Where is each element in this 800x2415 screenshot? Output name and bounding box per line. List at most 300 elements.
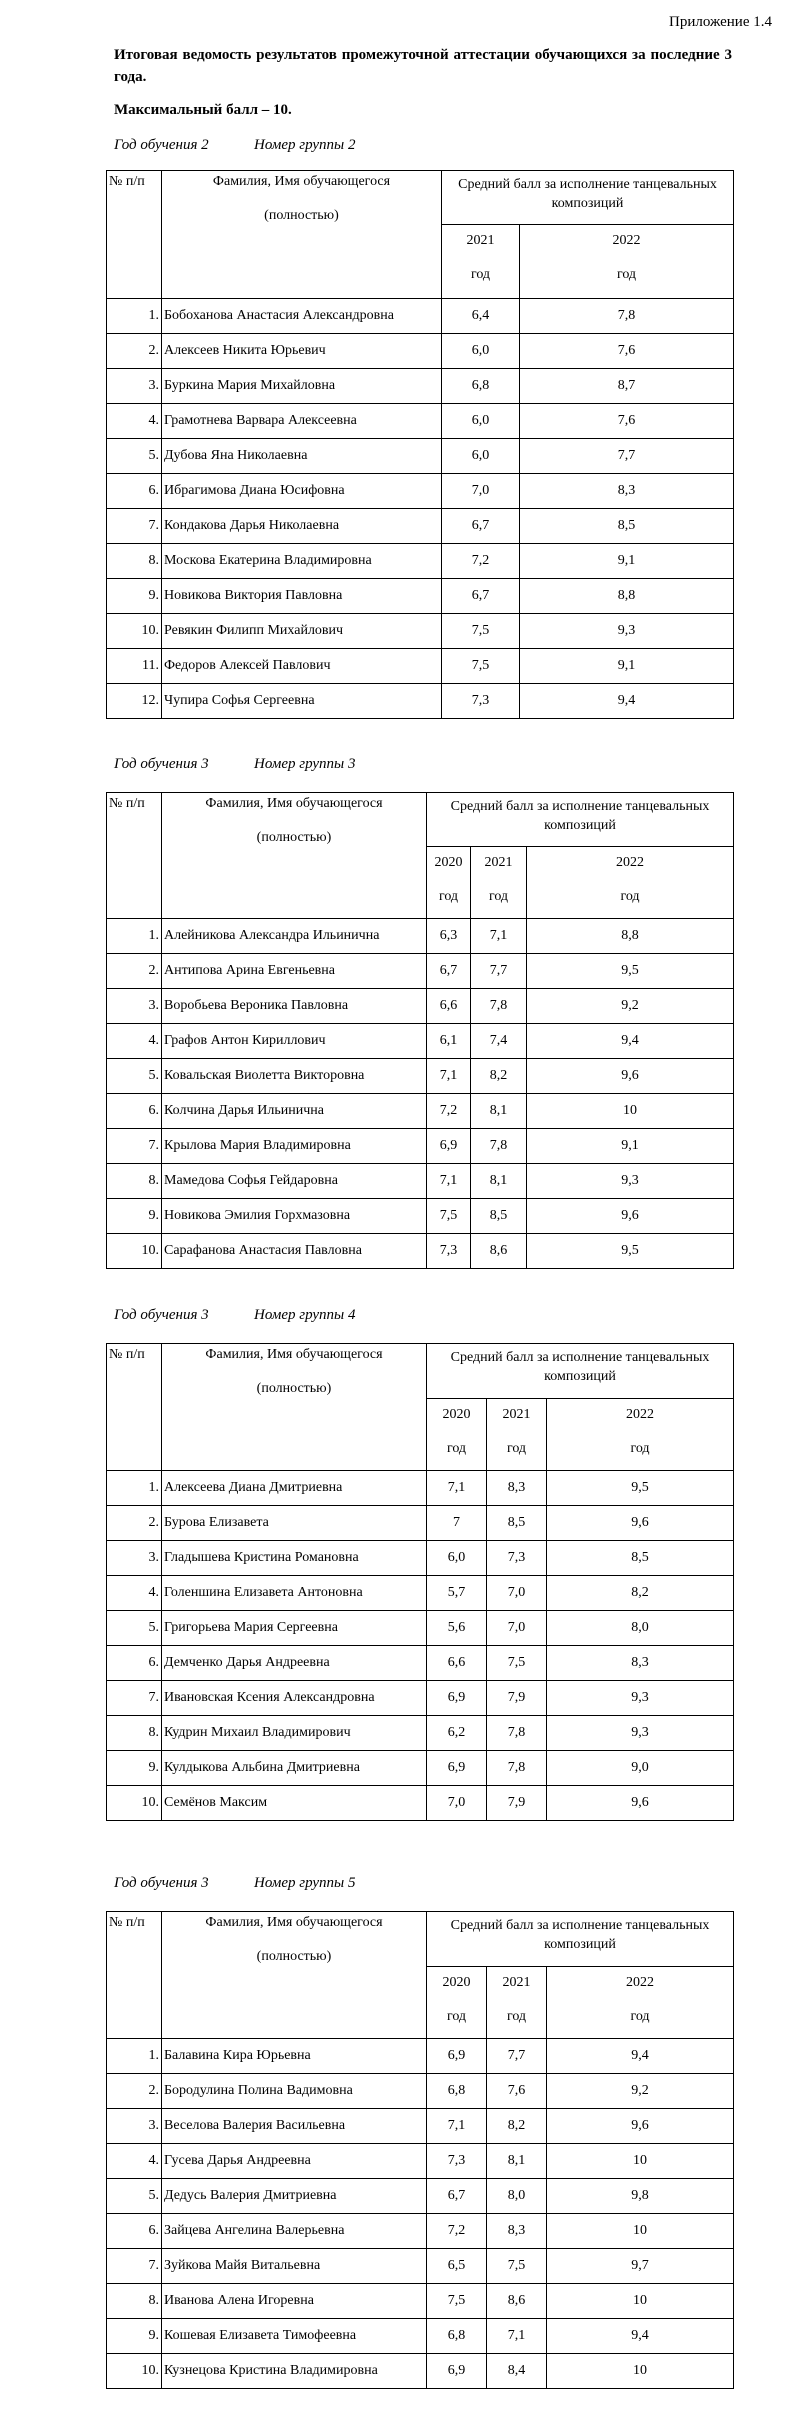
student-name: Дубова Яна Николаевна — [162, 439, 442, 474]
score-cell: 6,7 — [427, 2179, 487, 2214]
row-number: 2. — [107, 2074, 162, 2109]
year-unit: год — [630, 2009, 650, 2024]
header-year — [527, 847, 734, 919]
score-cell: 6,9 — [427, 2039, 487, 2074]
row-number: 2. — [107, 954, 162, 989]
header-name-note: (полностью) — [264, 208, 339, 223]
row-number: 8. — [107, 1164, 162, 1199]
row-number: 7. — [107, 2249, 162, 2284]
header-year — [520, 225, 734, 299]
score-cell: 6,7 — [442, 579, 520, 614]
score-cell: 7,1 — [427, 1164, 471, 1199]
score-cell: 9,6 — [527, 1199, 734, 1234]
student-name: Дедусь Валерия Дмитриевна — [162, 2179, 427, 2214]
score-cell: 8,1 — [487, 2144, 547, 2179]
score-cell: 7,5 — [487, 2249, 547, 2284]
student-name: Алейникова Александра Ильинична — [162, 919, 427, 954]
score-cell: 7,1 — [427, 1059, 471, 1094]
table-row — [107, 649, 734, 684]
score-cell: 7,5 — [427, 2284, 487, 2319]
score-cell: 7,5 — [442, 614, 520, 649]
header-name-line: Фамилия, Имя обучающегося — [205, 796, 383, 811]
score-cell: 10 — [547, 2144, 734, 2179]
row-number: 9. — [107, 1199, 162, 1234]
score-cell: 7,0 — [487, 1611, 547, 1646]
score-cell: 9,4 — [547, 2039, 734, 2074]
header-average-score: Средний балл за исполнение танцевальных композиций — [442, 171, 734, 225]
year-unit: год — [506, 1441, 527, 1456]
table-row — [107, 579, 734, 614]
score-cell: 9,3 — [527, 1164, 734, 1199]
score-cell: 8,5 — [520, 509, 734, 544]
score-cell: 8,6 — [471, 1234, 527, 1269]
group-heading — [114, 756, 356, 773]
table-row — [107, 954, 734, 989]
student-name: Иванова Алена Игоревна — [162, 2284, 427, 2319]
year-value: 2022 — [612, 233, 641, 248]
score-cell: 7,1 — [427, 2109, 487, 2144]
row-number: 9. — [107, 2319, 162, 2354]
row-number: 6. — [107, 474, 162, 509]
score-cell: 9,6 — [547, 2109, 734, 2144]
table-row — [107, 1094, 734, 1129]
row-number: 7. — [107, 509, 162, 544]
score-cell: 7,3 — [427, 1234, 471, 1269]
score-cell: 7,3 — [487, 1541, 547, 1576]
group-heading — [114, 1875, 356, 1892]
score-cell: 8,0 — [547, 1611, 734, 1646]
table-row — [107, 1541, 734, 1576]
score-cell: 9,1 — [527, 1129, 734, 1164]
header-average-score: Средний балл за исполнение танцевальных композиций — [427, 793, 734, 847]
score-cell: 8,2 — [547, 1576, 734, 1611]
student-name: Сарафанова Анастасия Павловна — [162, 1234, 427, 1269]
header-year — [442, 225, 520, 299]
year-value: 2022 — [626, 1407, 654, 1422]
header-name-line: Фамилия, Имя обучающегося — [205, 1915, 383, 1930]
header-year — [427, 1399, 487, 1471]
student-name: Бородулина Полина Вадимовна — [162, 2074, 427, 2109]
table-row — [107, 1129, 734, 1164]
header-average-score: Средний балл за исполнение танцевальных композиций — [427, 1344, 734, 1399]
header-year — [471, 847, 527, 919]
student-name: Ковальская Виолетта Викторовна — [162, 1059, 427, 1094]
student-name: Зуйкова Майя Витальевна — [162, 2249, 427, 2284]
table-row — [107, 2354, 734, 2389]
table-row — [107, 299, 734, 334]
score-cell: 8,7 — [520, 369, 734, 404]
header-name-line: Фамилия, Имя обучающегося — [212, 174, 391, 189]
score-cell: 7,5 — [487, 1646, 547, 1681]
score-cell: 10 — [547, 2284, 734, 2319]
table-row — [107, 2144, 734, 2179]
header-number: № п/п — [107, 1344, 162, 1471]
score-cell: 7,4 — [471, 1024, 527, 1059]
score-cell: 8,0 — [487, 2179, 547, 2214]
table-row — [107, 439, 734, 474]
row-number: 5. — [107, 2179, 162, 2214]
year-unit: год — [446, 2009, 467, 2024]
score-cell: 9,3 — [520, 614, 734, 649]
student-name: Кудрин Михаил Владимирович — [162, 1716, 427, 1751]
table-row — [107, 1681, 734, 1716]
score-cell: 7,2 — [427, 2214, 487, 2249]
score-cell: 8,5 — [547, 1541, 734, 1576]
table-row — [107, 2214, 734, 2249]
table-row — [107, 369, 734, 404]
row-number: 10. — [107, 614, 162, 649]
row-number: 4. — [107, 404, 162, 439]
year-value: 2021 — [502, 1407, 531, 1422]
score-cell: 6,9 — [427, 1751, 487, 1786]
year-value: 2022 — [616, 855, 644, 870]
score-cell: 8,3 — [520, 474, 734, 509]
score-cell: 8,8 — [527, 919, 734, 954]
score-cell: 8,5 — [487, 1506, 547, 1541]
score-cell: 7,1 — [427, 1471, 487, 1506]
study-year-label: Год обучения 2 — [114, 137, 209, 153]
score-cell: 8,3 — [487, 1471, 547, 1506]
table-row — [107, 334, 734, 369]
score-cell: 9,0 — [547, 1751, 734, 1786]
row-number: 7. — [107, 1129, 162, 1164]
row-number: 7. — [107, 1681, 162, 1716]
score-cell: 10 — [527, 1094, 734, 1129]
student-name: Грамотнева Варвара Алексеевна — [162, 404, 442, 439]
score-cell: 7,8 — [487, 1716, 547, 1751]
table-row — [107, 614, 734, 649]
student-name: Голеншина Елизавета Антоновна — [162, 1576, 427, 1611]
score-cell: 7,7 — [520, 439, 734, 474]
score-cell: 6,0 — [442, 439, 520, 474]
row-number: 3. — [107, 2109, 162, 2144]
score-cell: 6,2 — [427, 1716, 487, 1751]
grades-table — [106, 792, 734, 1269]
header-name-line: Фамилия, Имя обучающегося — [205, 1347, 383, 1362]
row-number: 5. — [107, 439, 162, 474]
score-cell: 7,9 — [487, 1786, 547, 1821]
header-year — [427, 1967, 487, 2039]
student-name: Кондакова Дарья Николаевна — [162, 509, 442, 544]
score-cell: 7,2 — [427, 1094, 471, 1129]
score-cell: 9,2 — [547, 2074, 734, 2109]
row-number: 1. — [107, 2039, 162, 2074]
study-year-label: Год обучения 3 — [114, 1875, 209, 1891]
table-row — [107, 404, 734, 439]
row-number: 6. — [107, 2214, 162, 2249]
table-row — [107, 989, 734, 1024]
score-cell: 8,2 — [487, 2109, 547, 2144]
group-number-label: Номер группы 2 — [254, 137, 356, 153]
student-name: Гладышева Кристина Романовна — [162, 1541, 427, 1576]
score-cell: 6,6 — [427, 989, 471, 1024]
table-row — [107, 2284, 734, 2319]
score-cell: 6,7 — [442, 509, 520, 544]
student-name: Федоров Алексей Павлович — [162, 649, 442, 684]
year-unit: год — [438, 889, 459, 904]
score-cell: 8,4 — [487, 2354, 547, 2389]
table-row — [107, 1471, 734, 1506]
score-cell: 7,5 — [427, 1199, 471, 1234]
year-unit: год — [446, 1441, 467, 1456]
table-row — [107, 1199, 734, 1234]
score-cell: 9,6 — [547, 1786, 734, 1821]
score-cell: 8,2 — [471, 1059, 527, 1094]
table-row — [107, 2319, 734, 2354]
student-name: Демченко Дарья Андреевна — [162, 1646, 427, 1681]
score-cell: 6,8 — [427, 2074, 487, 2109]
score-cell: 7,5 — [442, 649, 520, 684]
student-name: Алексеев Никита Юрьевич — [162, 334, 442, 369]
study-year-label: Год обучения 3 — [114, 756, 209, 772]
header-number: № п/п — [107, 171, 162, 299]
score-cell: 7 — [427, 1506, 487, 1541]
row-number: 1. — [107, 299, 162, 334]
row-number: 2. — [107, 334, 162, 369]
score-cell: 7,7 — [487, 2039, 547, 2074]
score-cell: 6,6 — [427, 1646, 487, 1681]
header-student-name — [162, 793, 427, 919]
score-cell: 6,8 — [442, 369, 520, 404]
year-value: 2020 — [442, 1975, 471, 1990]
header-year — [487, 1399, 547, 1471]
score-cell: 8,6 — [487, 2284, 547, 2319]
table-row — [107, 1786, 734, 1821]
row-number: 3. — [107, 989, 162, 1024]
score-cell: 7,8 — [471, 1129, 527, 1164]
score-cell: 9,7 — [547, 2249, 734, 2284]
score-cell: 7,3 — [442, 684, 520, 719]
score-cell: 9,2 — [527, 989, 734, 1024]
table-row — [107, 1716, 734, 1751]
score-cell: 6,7 — [427, 954, 471, 989]
row-number: 11. — [107, 649, 162, 684]
score-cell: 8,3 — [487, 2214, 547, 2249]
year-unit: год — [470, 267, 491, 282]
score-cell: 5,6 — [427, 1611, 487, 1646]
group-number-label: Номер группы 3 — [254, 756, 356, 772]
student-name: Графов Антон Кириллович — [162, 1024, 427, 1059]
row-number: 6. — [107, 1646, 162, 1681]
row-number: 4. — [107, 1024, 162, 1059]
student-name: Кошевая Елизавета Тимофеевна — [162, 2319, 427, 2354]
row-number: 10. — [107, 1786, 162, 1821]
row-number: 10. — [107, 1234, 162, 1269]
student-name: Крылова Мария Владимировна — [162, 1129, 427, 1164]
score-cell: 7,3 — [427, 2144, 487, 2179]
header-year — [547, 1967, 734, 2039]
row-number: 1. — [107, 919, 162, 954]
student-name: Балавина Кира Юрьевна — [162, 2039, 427, 2074]
student-name: Гусева Дарья Андреевна — [162, 2144, 427, 2179]
group-number-label: Номер группы 4 — [254, 1307, 356, 1323]
student-name: Ревякин Филипп Михайлович — [162, 614, 442, 649]
table-row — [107, 1751, 734, 1786]
group-heading — [114, 1307, 356, 1324]
row-number: 6. — [107, 1094, 162, 1129]
row-number: 2. — [107, 1506, 162, 1541]
table-row — [107, 474, 734, 509]
score-cell: 9,1 — [520, 649, 734, 684]
student-name: Ибрагимова Диана Юсифовна — [162, 474, 442, 509]
score-cell: 8,1 — [471, 1164, 527, 1199]
table-row — [107, 1506, 734, 1541]
year-unit: год — [488, 889, 509, 904]
score-cell: 9,5 — [547, 1471, 734, 1506]
table-row — [107, 1024, 734, 1059]
score-cell: 6,8 — [427, 2319, 487, 2354]
year-value: 2021 — [502, 1975, 531, 1990]
score-cell: 6,5 — [427, 2249, 487, 2284]
score-cell: 6,9 — [427, 2354, 487, 2389]
student-name: Новикова Виктория Павловна — [162, 579, 442, 614]
student-name: Алексеева Диана Дмитриевна — [162, 1471, 427, 1506]
table-row — [107, 2074, 734, 2109]
row-number: 1. — [107, 1471, 162, 1506]
table-row — [107, 509, 734, 544]
row-number: 4. — [107, 1576, 162, 1611]
student-name: Зайцева Ангелина Валерьевна — [162, 2214, 427, 2249]
table-row — [107, 2249, 734, 2284]
score-cell: 9,6 — [527, 1059, 734, 1094]
year-unit: год — [630, 1441, 650, 1456]
student-name: Кулдыкова Альбина Дмитриевна — [162, 1751, 427, 1786]
row-number: 9. — [107, 579, 162, 614]
row-number: 4. — [107, 2144, 162, 2179]
header-number: № п/п — [107, 1912, 162, 2039]
score-cell: 7,6 — [487, 2074, 547, 2109]
year-value: 2020 — [442, 1407, 471, 1422]
score-cell: 9,3 — [547, 1716, 734, 1751]
table-row — [107, 919, 734, 954]
score-cell: 9,3 — [547, 1681, 734, 1716]
grades-table — [106, 1911, 734, 2389]
score-cell: 9,4 — [547, 2319, 734, 2354]
table-row — [107, 1646, 734, 1681]
score-cell: 8,5 — [471, 1199, 527, 1234]
score-cell: 7,7 — [471, 954, 527, 989]
year-value: 2022 — [626, 1975, 654, 1990]
header-name-note: (полностью) — [256, 1949, 332, 1964]
student-name: Кузнецова Кристина Владимировна — [162, 2354, 427, 2389]
score-cell: 9,5 — [527, 954, 734, 989]
appendix-label: Приложение 1.4 — [668, 14, 772, 30]
row-number: 8. — [107, 2284, 162, 2319]
score-cell: 10 — [547, 2354, 734, 2389]
header-name-note: (полностью) — [256, 1381, 332, 1396]
header-name-note: (полностью) — [256, 830, 332, 845]
year-value: 2021 — [484, 855, 513, 870]
header-year — [487, 1967, 547, 2039]
student-name: Ивановская Ксения Александровна — [162, 1681, 427, 1716]
score-cell: 9,6 — [547, 1506, 734, 1541]
header-student-name — [162, 1344, 427, 1471]
student-name: Новикова Эмилия Горхмазовна — [162, 1199, 427, 1234]
score-cell: 7,6 — [520, 334, 734, 369]
score-cell: 8,3 — [547, 1646, 734, 1681]
score-cell: 7,0 — [487, 1576, 547, 1611]
document-title: Итоговая ведомость результатов промежуточной аттестации обучающихся за последние 3 года. — [114, 47, 732, 85]
student-name: Веселова Валерия Васильевна — [162, 2109, 427, 2144]
max-score-label: Максимальный балл – 10. — [114, 102, 292, 118]
score-cell: 9,5 — [527, 1234, 734, 1269]
score-cell: 6,9 — [427, 1681, 487, 1716]
study-year-label: Год обучения 3 — [114, 1307, 209, 1323]
grades-table — [106, 170, 734, 719]
table-row — [107, 2039, 734, 2074]
score-cell: 10 — [547, 2214, 734, 2249]
row-number: 5. — [107, 1059, 162, 1094]
score-cell: 7,9 — [487, 1681, 547, 1716]
score-cell: 6,9 — [427, 1129, 471, 1164]
table-row — [107, 2109, 734, 2144]
row-number: 3. — [107, 1541, 162, 1576]
score-cell: 9,8 — [547, 2179, 734, 2214]
score-cell: 6,0 — [442, 334, 520, 369]
score-cell: 9,4 — [520, 684, 734, 719]
row-number: 8. — [107, 544, 162, 579]
group-number-label: Номер группы 5 — [254, 1875, 356, 1891]
row-number: 10. — [107, 2354, 162, 2389]
score-cell: 6,0 — [427, 1541, 487, 1576]
year-unit: год — [616, 267, 637, 282]
score-cell: 7,8 — [487, 1751, 547, 1786]
score-cell: 6,4 — [442, 299, 520, 334]
header-average-score: Средний балл за исполнение танцевальных композиций — [427, 1912, 734, 1967]
group-heading — [114, 137, 356, 154]
score-cell: 9,1 — [520, 544, 734, 579]
table-row — [107, 684, 734, 719]
table-row — [107, 1576, 734, 1611]
score-cell: 7,8 — [471, 989, 527, 1024]
table-row — [107, 1059, 734, 1094]
year-unit: год — [506, 2009, 527, 2024]
year-value: 2021 — [466, 233, 495, 248]
table-row — [107, 2179, 734, 2214]
score-cell: 7,0 — [427, 1786, 487, 1821]
header-year — [547, 1399, 734, 1471]
student-name: Колчина Дарья Ильинична — [162, 1094, 427, 1129]
header-student-name — [162, 1912, 427, 2039]
score-cell: 5,7 — [427, 1576, 487, 1611]
row-number: 12. — [107, 684, 162, 719]
student-name: Антипова Арина Евгеньевна — [162, 954, 427, 989]
row-number: 5. — [107, 1611, 162, 1646]
student-name: Григорьева Мария Сергеевна — [162, 1611, 427, 1646]
score-cell: 9,4 — [527, 1024, 734, 1059]
score-cell: 6,0 — [442, 404, 520, 439]
score-cell: 7,2 — [442, 544, 520, 579]
table-row — [107, 1234, 734, 1269]
header-year — [427, 847, 471, 919]
student-name: Мамедова Софья Гейдаровна — [162, 1164, 427, 1199]
table-row — [107, 544, 734, 579]
score-cell: 8,8 — [520, 579, 734, 614]
row-number: 9. — [107, 1751, 162, 1786]
grades-table — [106, 1343, 734, 1821]
year-unit: год — [620, 889, 640, 904]
score-cell: 7,8 — [520, 299, 734, 334]
score-cell: 8,1 — [471, 1094, 527, 1129]
student-name: Воробьева Вероника Павловна — [162, 989, 427, 1024]
student-name: Чупира Софья Сергеевна — [162, 684, 442, 719]
row-number: 8. — [107, 1716, 162, 1751]
header-number: № п/п — [107, 793, 162, 919]
student-name: Москова Екатерина Владимировна — [162, 544, 442, 579]
student-name: Семёнов Максим — [162, 1786, 427, 1821]
score-cell: 7,6 — [520, 404, 734, 439]
student-name: Бобоханова Анастасия Александровна — [162, 299, 442, 334]
